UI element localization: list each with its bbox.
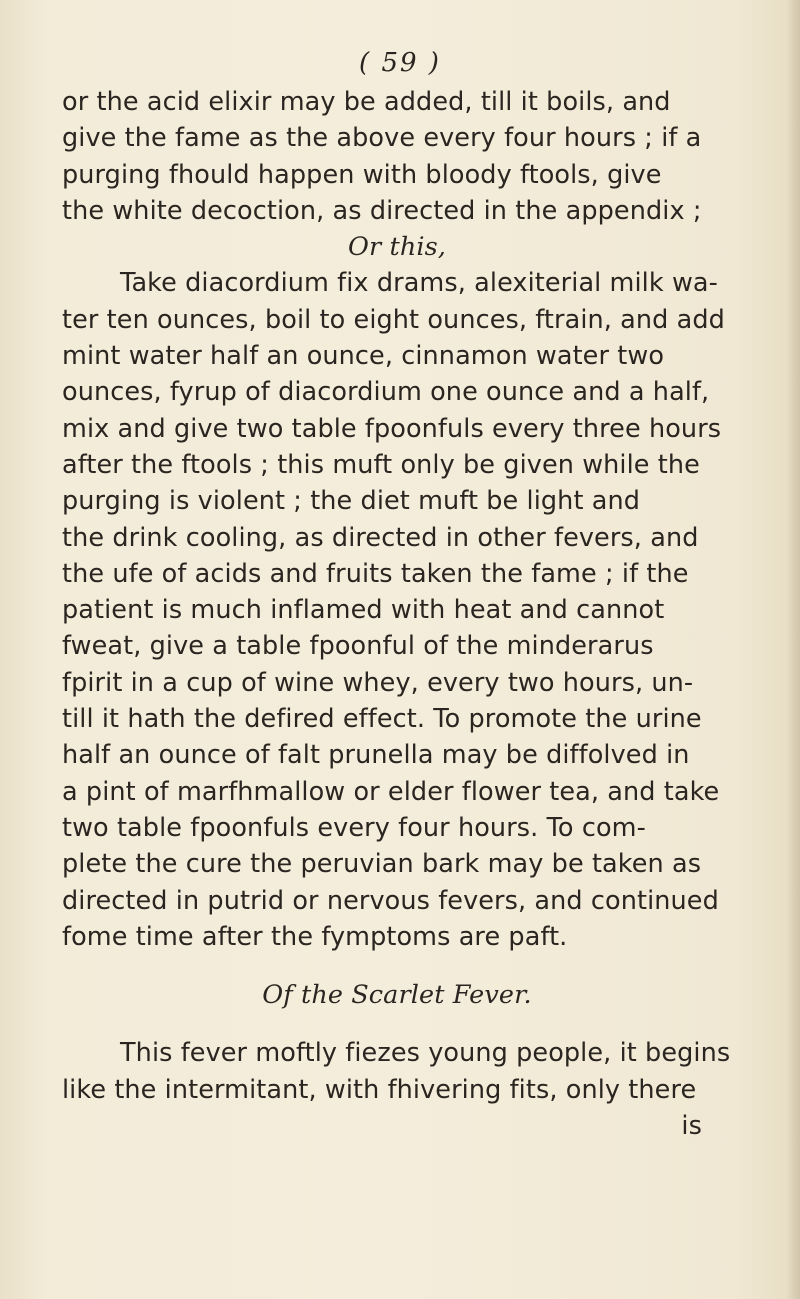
text-line: ter ten ounces, boil to eight ounces, ftrain, and add (62, 304, 725, 335)
text-line: fweat, give a table fpoonful of the minderarus (62, 631, 654, 662)
page-number: ( 59 ) (359, 48, 441, 78)
catchword: is (681, 1111, 702, 1142)
text-line: after the ftools ; this muft only be given while the (62, 449, 700, 480)
text-line: ounces, fyrup of diacordium one ounce and a half, (62, 377, 710, 408)
section-heading-scarlet-fever: Of the Scarlet Fever. (262, 980, 532, 1011)
text-line: fpirit in a cup of wine whey, every two hours, un- (62, 667, 694, 698)
text-line: the ufe of acids and fruits taken the fame ; if the (62, 558, 689, 589)
text-line: fome time after the fymptoms are paft. (62, 921, 568, 952)
text-line: like the intermitant, with fhivering fits, only there (62, 1074, 697, 1105)
text-line: purging fhould happen with bloody ftools, give (62, 159, 662, 190)
text-line: a pint of marfhmallow or elder flower tea, and take (62, 776, 720, 807)
text-line: till it hath the defired effect. To promote the urine (62, 704, 702, 735)
spacer (62, 1013, 732, 1035)
text-line: half an ounce of falt prunella may be diffolved in (62, 740, 690, 771)
spacer (62, 955, 732, 977)
text-line: give the fame as the above every four hours ; if a (62, 123, 702, 154)
text-line: two table fpoonfuls every four hours. To com- (62, 812, 646, 843)
text-line: directed in putrid or nervous fevers, and continued (62, 885, 719, 916)
text-line: the white decoction, as directed in the appendix ; (62, 195, 702, 226)
text-line: mint water half an ounce, cinnamon water two (62, 341, 665, 372)
page-body (62, 84, 732, 1144)
text-line: This fever moftly fiezes young people, it begins (120, 1038, 731, 1069)
text-line: Take diacordium fix drams, alexiterial milk wa- (120, 268, 718, 299)
text-line: mix and give two table fpoonfuls every three hours (62, 413, 722, 444)
section-heading-or-this: Or this, (347, 232, 447, 263)
text-line: purging is violent ; the diet muft be light and (62, 486, 641, 517)
text-line: plete the cure the peruvian bark may be taken as (62, 849, 702, 880)
text-line: the drink cooling, as directed in other fevers, and (62, 522, 699, 553)
page-edge-shadow (786, 0, 800, 1299)
text-line: or the acid elixir may be added, till it boils, and (62, 87, 671, 117)
text-line: patient is much inflamed with heat and cannot (62, 595, 665, 626)
